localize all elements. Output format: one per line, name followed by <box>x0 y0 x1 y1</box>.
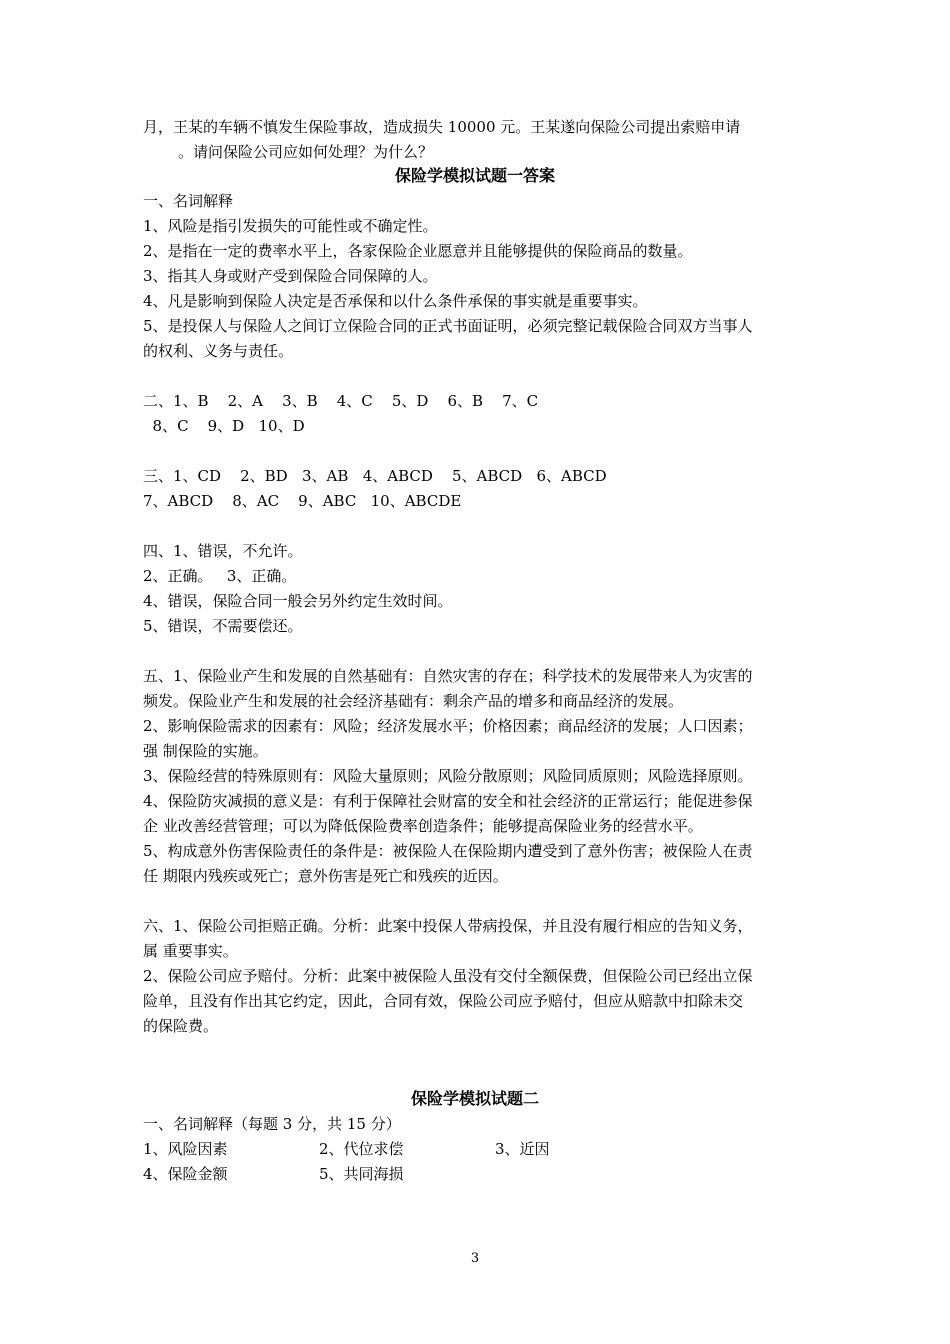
section5-line: 3、保险经营的特殊原则有：风险大量原则；风险分散原则；风险同质原则；风险选择原则。 <box>143 767 753 785</box>
intro-line-2: 。请问保险公司应如何处理？为什么？ <box>178 143 434 161</box>
section1-item: 5、是投保人与保险人之间订立保险合同的正式书面证明，必须完整记载保险合同双方当事人 <box>143 317 753 335</box>
exam2-term: 1、风险因素 <box>143 1140 228 1158</box>
section3-line-2: 7、ABCD 8、AC 9、ABC 10、ABCDE <box>143 492 462 510</box>
section5-line: 企 业改善经营管理；可以为降低保险费率创造条件；能够提高保险业务的经营水平。 <box>143 817 703 835</box>
exam2-heading: 一、名词解释（每题 3 分，共 15 分） <box>143 1115 401 1133</box>
section6-line: 六、1、保险公司拒赔正确。分析：此案中投保人带病投保，并且没有履行相应的告知义务， <box>143 917 753 935</box>
section6-line: 2、保险公司应予赔付。分析：此案中被保险人虽没有交付全额保费，但保险公司已经出立保 <box>143 967 753 985</box>
section4-line: 5、错误，不需要偿还。 <box>143 617 303 635</box>
section4-line: 四、1、错误，不允许。 <box>143 542 303 560</box>
section6-line: 险单，且没有作出其它约定，因此，合同有效，保险公司应予赔付，但应从赔款中扣除未交 <box>143 992 744 1010</box>
section1-item: 1、风险是指引发损失的可能性或不确定性。 <box>143 217 438 235</box>
section1-item: 3、指其人身或财产受到保险合同保障的人。 <box>143 267 438 285</box>
answer-title: 保险学模拟试题一答案 <box>394 166 555 185</box>
section6-line: 的保险费。 <box>143 1017 219 1035</box>
exam2-title: 保险学模拟试题二 <box>410 1089 539 1108</box>
section5-line: 强 制保险的实施。 <box>143 742 268 760</box>
exam2-term: 3、近因 <box>495 1140 550 1158</box>
intro-line-1: 月，王某的车辆不慎发生保险事故，造成损失 10000 元。王某遂向保险公司提出索赔申请 <box>143 118 741 136</box>
exam2-term: 2、代位求偿 <box>319 1140 404 1158</box>
section1-item: 4、凡是影响到保险人决定是否承保和以什么条件承保的事实就是重要事实。 <box>143 292 648 310</box>
section1-heading: 一、名词解释 <box>143 192 234 210</box>
section5-line: 任 期限内残疾或死亡；意外伤害是死亡和残疾的近因。 <box>143 867 508 885</box>
exam2-term: 5、共同海损 <box>319 1165 404 1183</box>
exam2-term: 4、保险金额 <box>143 1165 228 1183</box>
section2-line-2: 8、C 9、D 10、D <box>143 417 305 435</box>
section2-line-1: 二、1、B 2、A 3、B 4、C 5、D 6、B 7、C <box>143 392 539 410</box>
section5-line: 2、影响保险需求的因素有：风险；经济发展水平；价格因素；商品经济的发展；人口因素； <box>143 717 753 735</box>
section5-line: 五、1、保险业产生和发展的自然基础有：自然灾害的存在；科学技术的发展带来人为灾害的 <box>143 667 753 685</box>
section5-line: 频发。保险业产生和发展的社会经济基础有：剩余产品的增多和商品经济的发展。 <box>143 692 684 710</box>
section3-line-1: 三、1、CD 2、BD 3、AB 4、ABCD 5、ABCD 6、ABCD <box>143 467 607 485</box>
page-number: 3 <box>470 1251 480 1266</box>
section5-line: 4、保险防灾减损的意义是：有利于保障社会财富的安全和社会经济的正常运行；能促进参保 <box>143 792 753 810</box>
section5-line: 5、构成意外伤害保险责任的条件是：被保险人在保险期内遭受到了意外伤害；被保险人在责 <box>143 842 753 860</box>
section6-line: 属 重要事实。 <box>143 942 238 960</box>
section1-item: 2、是指在一定的费率水平上，各家保险企业愿意并且能够提供的保险商品的数量。 <box>143 242 693 260</box>
section4-line: 4、错误，保险合同一般会另外约定生效时间。 <box>143 592 453 610</box>
section4-line: 2、正确。 3、正确。 <box>143 567 297 585</box>
section1-item: 的权利、义务与责任。 <box>143 342 294 360</box>
